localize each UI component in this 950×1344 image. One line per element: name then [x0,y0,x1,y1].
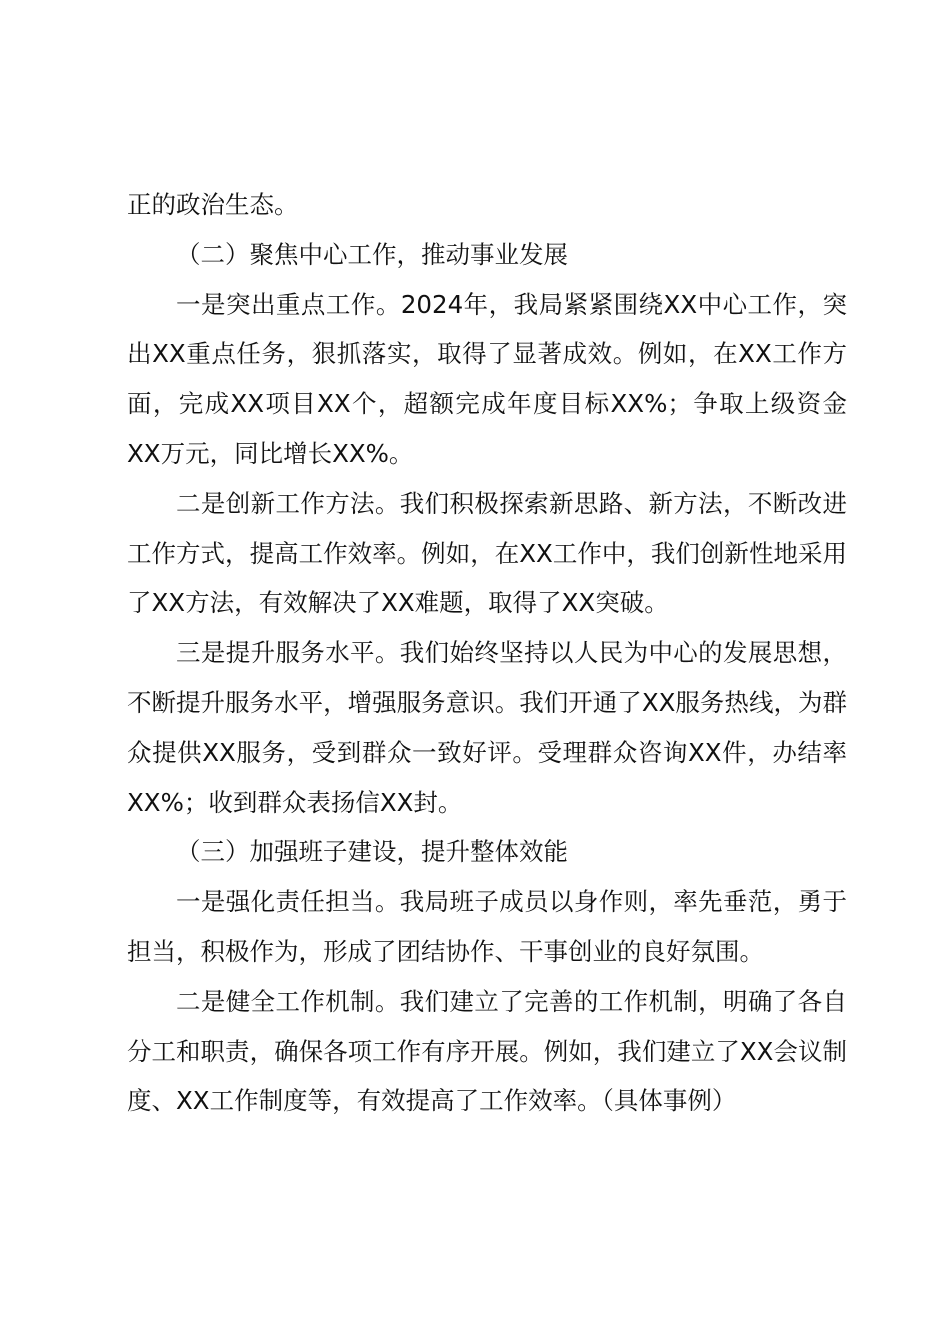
document-body [127,180,847,1126]
paragraph-responsibility: 一是强化责任担当。我局班子成员以身作则，率先垂范，勇于担当，积极作为，形成了团结协作、干事创业的良好氛围。 [127,887,847,966]
paragraph-innovate-methods: 二是创新工作方法。我们积极探索新思路、新方法，不断改进工作方式，提高工作效率。例如，在XX工作中，我们创新性地采用了XX方法，有效解决了XX难题，取得了XX突破。 [127,488,847,618]
section-heading-2: （二）聚焦中心工作，推动事业发展 [176,239,568,269]
paragraph-service-level: 三是提升服务水平。我们始终坚持以人民为中心的发展思想，不断提升服务水平，增强服务意识。我们开通了XX服务热线，为群众提供XX服务，受到群众一致好评。受理群众咨询XX件，办结率XX%；收到群众表扬信XX封。 [127,638,847,817]
paragraph-key-work: 一是突出重点工作。2024年，我局紧紧围绕XX中心工作，突出XX重点任务，狠抓落实，取得了显著成效。例如，在XX工作方面，完成XX项目XX个，超额完成年度目标XX%；争取上级资金XX万元，同比增长XX%。 [127,289,847,468]
section-heading-3: （三）加强班子建设，提升整体效能 [176,837,568,867]
paragraph-work-mechanism: 二是健全工作机制。我们建立了完善的工作机制，明确了各自分工和职责，确保各项工作有序开展。例如，我们建立了XX会议制度、XX工作制度等，有效提高了工作效率。（具体事例） [127,986,847,1116]
paragraph-continuation: 正的政治生态。 [127,190,299,219]
